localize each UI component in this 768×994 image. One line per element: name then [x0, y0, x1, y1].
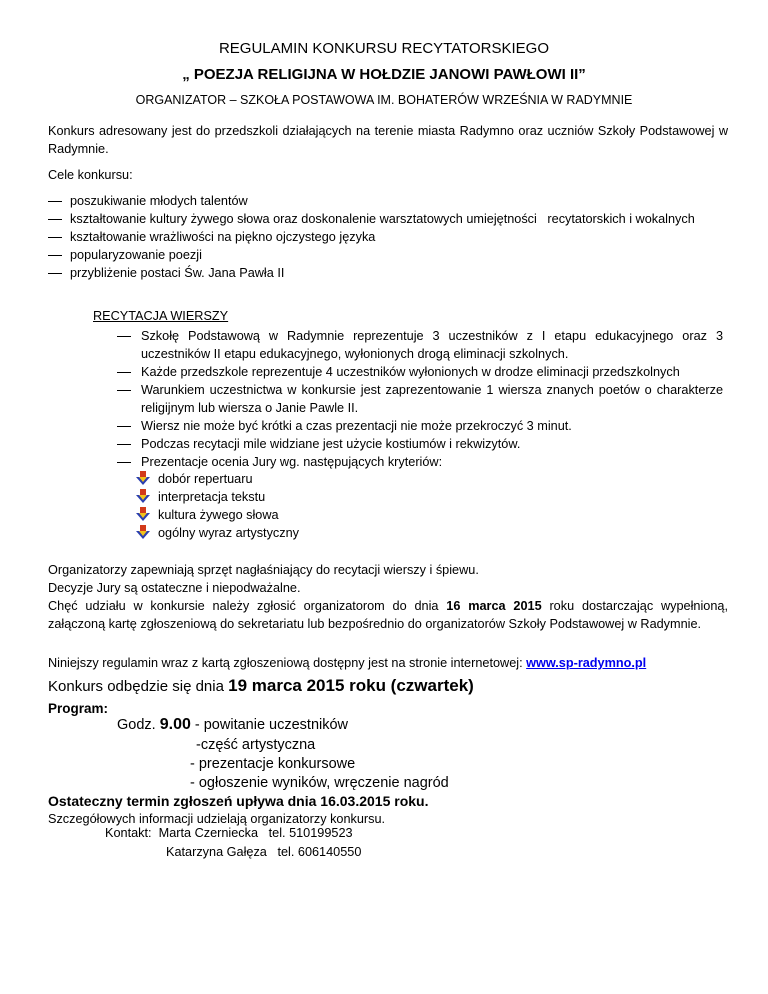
program-time: 9.00 [159, 716, 191, 733]
dash-bullet-icon [48, 273, 62, 274]
goal-item: kształtowanie kultury żywego słowa oraz doskonalenie warsztatowych umiejętności recytatorskich i wokalnych [48, 210, 695, 228]
recitation-rules [117, 327, 723, 471]
website-line: Niniejszy regulamin wraz z kartą zgłoszeniową dostępny jest na stronie internetowej: www.sp-radymno.pl [48, 656, 647, 670]
dash-bullet-icon [48, 237, 62, 238]
criteria-item: dobór repertuaru [136, 470, 299, 488]
event-date: 19 marca 2015 roku (czwartek) [228, 676, 474, 695]
dash-bullet-icon [117, 426, 131, 427]
contact-name: Katarzyna Gałęza [166, 845, 267, 859]
intro-paragraph: Konkurs adresowany jest do przedszkoli działających na terenie miasta Radymno oraz uczniów Szkoły Podstawowej w Radymnie. [48, 124, 728, 156]
rule-item: Wiersz nie może być krótki a czas prezentacji nie może przekroczyć 3 minut. [117, 417, 723, 435]
registration-date: 16 marca 2015 [446, 599, 542, 613]
goal-item: popularyzowanie poezji [48, 246, 202, 264]
goal-item: przybliżenie postaci Św. Jana Pawła II [48, 264, 284, 282]
criteria-item: kultura żywego słowa [136, 506, 299, 524]
note-registration: Chęć udziału w konkursie należy zgłosić organizatorom do dnia 16 marca 2015 roku dostarczając wypełnioną, załączoną kartę zgłoszeniową do sekretariatu lub bezpośrednio do organizatorów Szkoły Podstawowej w Radymnie. [48, 599, 728, 631]
website-link[interactable]: www.sp-radymno.pl [526, 656, 647, 670]
rule-item: Podczas recytacji mile widziane jest użycie kostiumów i rekwizytów. [117, 435, 723, 453]
dash-bullet-icon [48, 255, 62, 256]
goal-item: poszukiwanie młodych talentów [48, 192, 248, 210]
rule-item: Prezentacje ocenia Jury wg. następujących kryteriów: [117, 453, 723, 471]
contact-line: Kontakt: Marta Czerniecka tel. 510199523 [105, 826, 353, 840]
contact-phone: tel. 510199523 [268, 826, 353, 840]
down-arrow-bullet-icon [136, 507, 150, 521]
down-arrow-bullet-icon [136, 525, 150, 539]
dash-bullet-icon [117, 444, 131, 445]
program-item: - ogłoszenie wyników, wręczenie nagród [190, 775, 449, 791]
program-item: -część artystyczna [196, 737, 316, 753]
criteria-item: interpretacja tekstu [136, 488, 299, 506]
program-item: Godz. 9.00 - powitanie uczestników [117, 716, 349, 733]
note-jury-decision: Decyzje Jury są ostateczne i niepodważalne. [48, 581, 301, 595]
dash-bullet-icon [48, 201, 62, 202]
contact-line [166, 845, 361, 859]
rule-item: Szkołę Podstawową w Radymnie reprezentuje 3 uczestników z I etapu edukacyjnego oraz 3 uczestników II etapu edukacyjnego, wyłonionych drogą eliminacji szkolnych. [117, 327, 723, 363]
deadline-line: Ostateczny termin zgłoszeń upływa dnia 16.03.2015 roku. [48, 793, 429, 809]
dash-bullet-icon [48, 219, 62, 220]
dash-bullet-icon [117, 390, 131, 391]
program-item: - prezentacje konkursowe [190, 756, 356, 772]
info-line: Szczegółowych informacji udzielają organizatorzy konkursu. [48, 812, 386, 826]
down-arrow-bullet-icon [136, 471, 150, 485]
contest-name: „ POEZJA RELIGIJNA W HOŁDZIE JANOWI PAWŁOWI II” [182, 66, 586, 83]
criteria-list [136, 470, 299, 542]
criteria-item: ogólny wyraz artystyczny [136, 524, 299, 542]
organizer-line: ORGANIZATOR – SZKOŁA POSTAWOWA IM. BOHATERÓW WRZEŚNIA W RADYMNIE [135, 93, 633, 107]
event-date-line: Konkurs odbędzie się dnia 19 marca 2015 roku (czwartek) [48, 676, 474, 695]
contact-phone: tel. 606140550 [277, 845, 362, 859]
rule-item: Każde przedszkole reprezentuje 4 uczestników wyłonionych w drodze eliminacji przedszkolnych [117, 363, 723, 381]
program-heading: Program: [48, 701, 109, 716]
dash-bullet-icon [117, 336, 131, 337]
down-arrow-bullet-icon [136, 489, 150, 503]
contact-name: Marta Czerniecka [158, 826, 259, 840]
recitation-heading: RECYTACJA WIERSZY [93, 309, 229, 323]
goal-item: kształtowanie wrażliwości na piękno ojczystego języka [48, 228, 375, 246]
note-sound-equipment: Organizatorzy zapewniają sprzęt nagłaśniający do recytacji wierszy i śpiewu. [48, 563, 479, 577]
goals-heading: Cele konkursu: [48, 168, 133, 182]
dash-bullet-icon [117, 372, 131, 373]
rule-item: Warunkiem uczestnictwa w konkursie jest zaprezentowanie 1 wiersza znanych poetów o charakterze religijnym lub wiersza o Janie Pawle II. [117, 381, 723, 417]
dash-bullet-icon [117, 462, 131, 463]
document-title: REGULAMIN KONKURSU RECYTATORSKIEGO [218, 40, 550, 57]
